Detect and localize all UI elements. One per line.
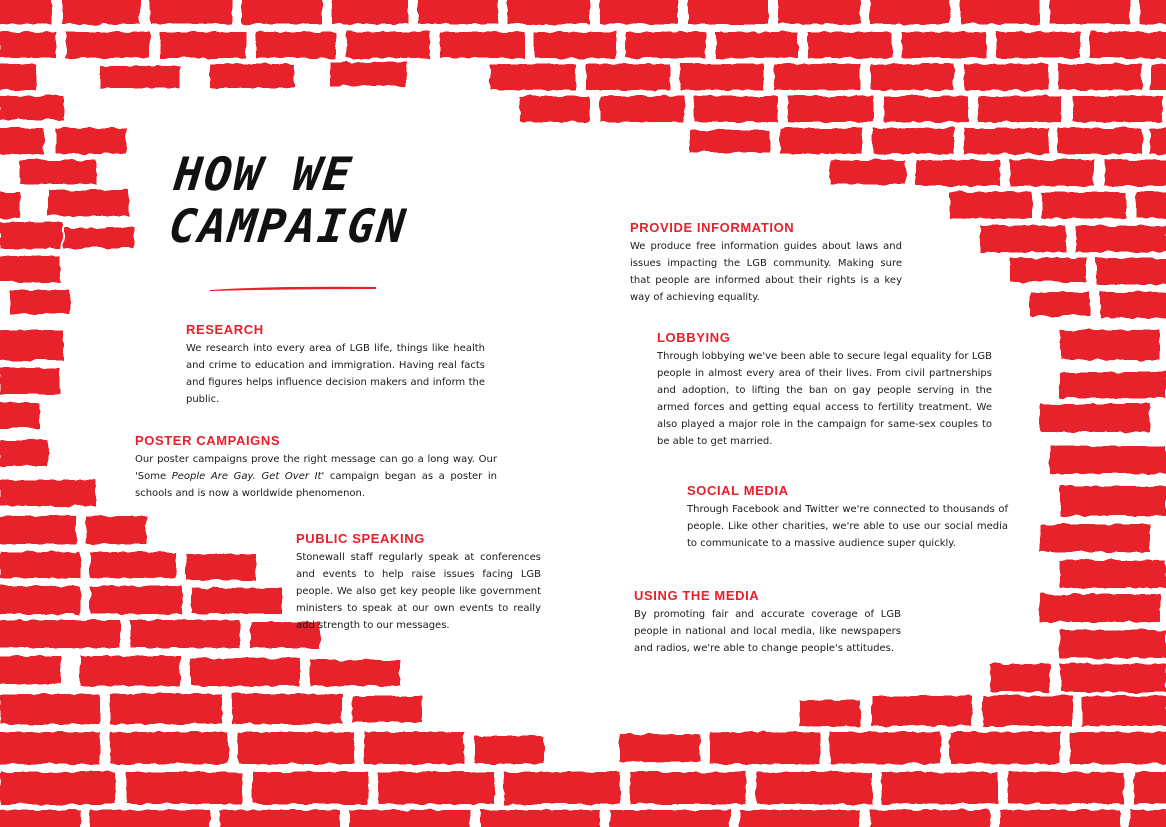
page-title (167, 148, 415, 252)
poster-body (135, 451, 497, 502)
section-research (186, 322, 485, 408)
poster-body-pre: Our poster campaigns prove the right message can go a long way. Our 'Some (135, 454, 497, 482)
information-body: We produce free information guides about laws and issues impacting the LGB community. Making sure that people are informed about their rights is a key way of achieving equality. (630, 241, 902, 303)
lobbying-body: Through lobbying we've been able to secure legal equality for LGB people in almost every area of their lives. From civil partnerships and adoption, to lifting the ban on gay people serving in the armed forces and getting equal access to fertility treatment. We also played a major role in the campaign for same-sex couples to be able to get married. (657, 351, 992, 447)
poster-body-italic: People Are Gay. Get Over It (171, 471, 322, 482)
social-heading: SOCIAL MEDIA (687, 483, 789, 498)
speaking-heading: PUBLIC SPEAKING (296, 531, 425, 546)
poster-body-post: ' campaign began as a poster in schools and is now a worldwide phenomenon. (135, 471, 497, 499)
section-lobbying (657, 330, 992, 450)
poster-heading: POSTER CAMPAIGNS (135, 433, 281, 448)
information-heading: PROVIDE INFORMATION (630, 220, 795, 235)
title-line-2: CAMPAIGN (166, 199, 410, 253)
social-body: Through Facebook and Twitter we're connected to thousands of people. Like other charities, we're able to use our social media to communicate to a massive audience super quickly. (687, 504, 1008, 549)
research-body: We research into every area of LGB life, things like health and crime to education and immigration. Having real facts and figures helps influence decision makers and inform the public. (186, 343, 485, 405)
media-body: By promoting fair and accurate coverage of LGB people in national and local media, like newspapers and radios, we're able to change people's attitudes. (634, 609, 901, 654)
section-social-media (687, 483, 1008, 552)
research-heading: RESEARCH (186, 322, 264, 337)
speaking-body: Stonewall staff regularly speak at conferences and events to help raise issues facing LGB people. We also get key people like government ministers to speak at our own events to really add strength to our messages. (296, 552, 541, 631)
title-line-1: HOW WE (171, 147, 356, 201)
title-underline (208, 285, 378, 293)
media-heading: USING THE MEDIA (634, 588, 760, 603)
section-using-the-media (634, 588, 901, 657)
lobbying-heading: LOBBYING (657, 330, 731, 345)
section-poster-campaigns (135, 433, 497, 502)
section-public-speaking (296, 531, 541, 634)
section-provide-information (630, 220, 902, 306)
